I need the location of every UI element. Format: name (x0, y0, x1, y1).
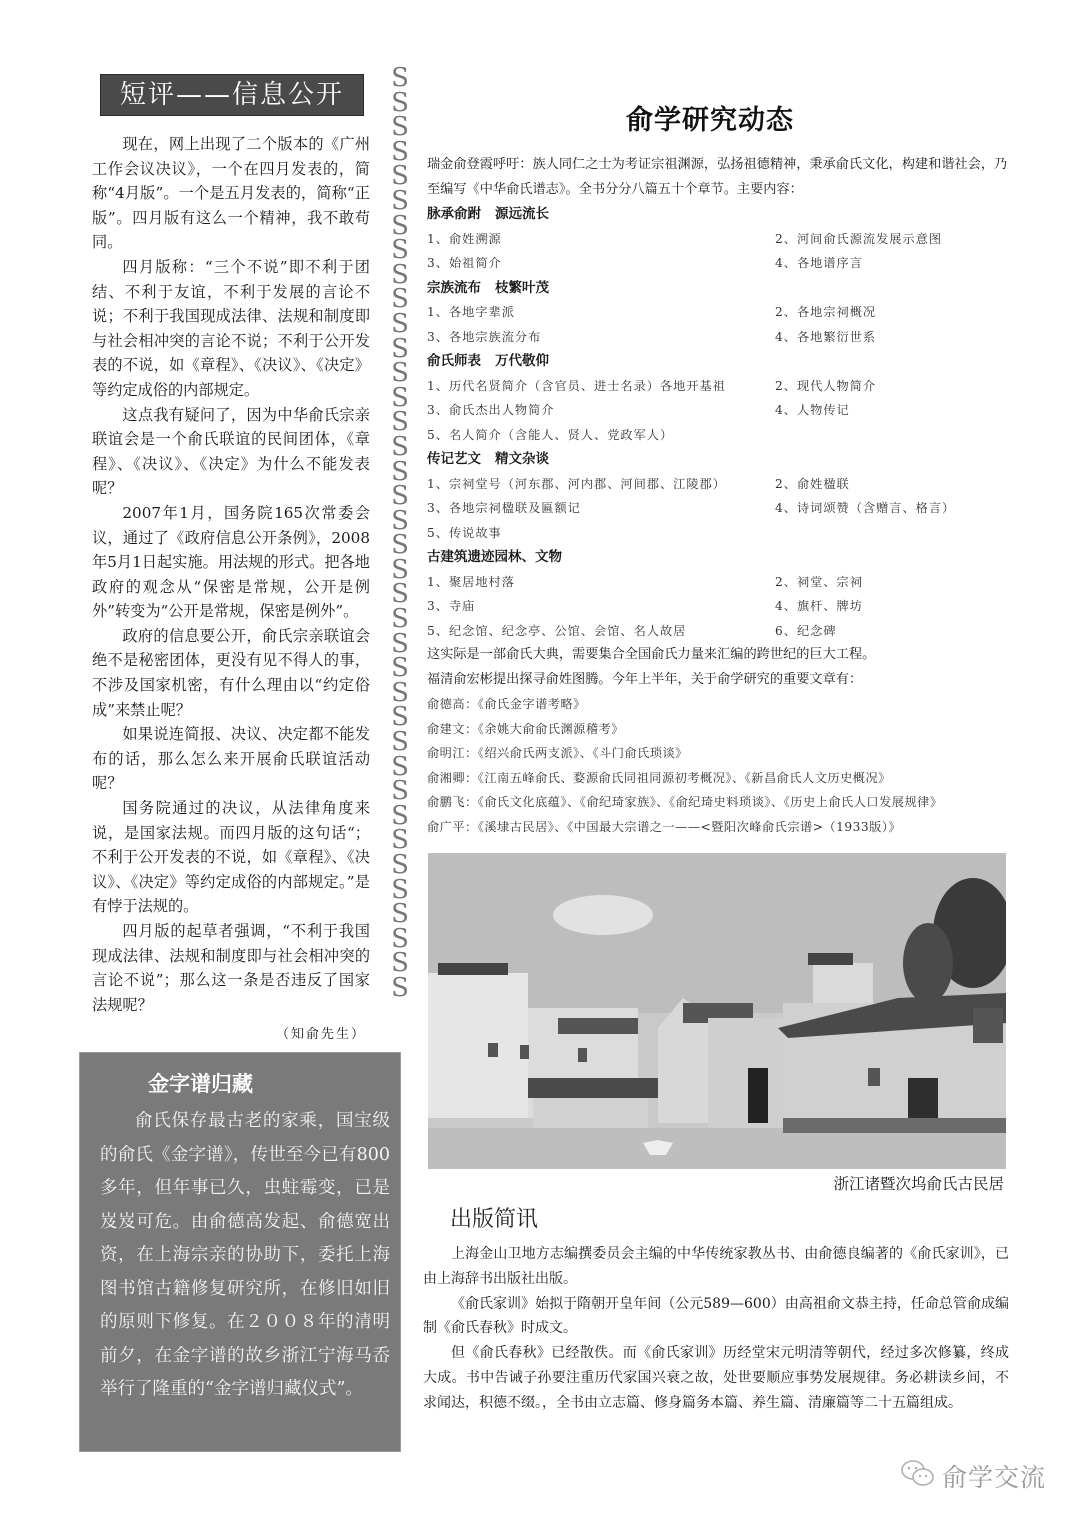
article-entry: 俞湘卿：《江南五峰俞氏、婺源俞氏同祖同源初考概况》、《新昌俞氏人文历史概况》 (427, 770, 891, 785)
s-glyph: S (391, 407, 409, 438)
contents-row (427, 619, 1017, 644)
s-glyph: S (391, 259, 409, 290)
s-glyph: S (391, 800, 409, 831)
contents-row (427, 594, 1017, 619)
watermark-text: 俞学交流 (942, 1463, 1047, 1492)
article-paragraph: 现在，网上出现了二个版本的《广州工作会议决议》，一个在四月发表的，简称“4月版”。一个是五月发表的，简称“正版”。四月版有这么一个精神，我不敢苟同。 (92, 135, 370, 252)
publication-paragraph: 但《俞氏春秋》已经散佚。而《俞氏家训》历经堂宋元明清等朝代，经过多次修纂，终成大成。书中告诫子孙要注重历代家国兴衰之故，处世要顺应事势发展规律。务必耕读乡间，不求闻达，积德不缀。，全书由立志篇、修身篇务本篇、养生篇、清廉篇等二十五篇组成。 (423, 1345, 1009, 1411)
contents-item (775, 423, 1017, 448)
s-glyph: S (391, 972, 409, 1003)
contents-item: 4、各地繁衍世系 (775, 329, 877, 344)
contents-item: 1、历代名贤简介（含官员、进士名录）各地开基祖 (427, 378, 726, 393)
s-glyph: S (391, 284, 409, 315)
s-glyph: S (391, 112, 409, 143)
wechat-watermark (900, 1458, 1046, 1494)
s-glyph: S (391, 358, 409, 389)
s-glyph: S (391, 136, 409, 167)
editorial-banner: 短评——信息公开 (100, 74, 364, 116)
s-glyph: S (391, 554, 409, 585)
contents-item: 4、各地谱序言 (775, 256, 863, 270)
s-glyph: S (391, 161, 409, 192)
s-glyph: S (391, 677, 409, 708)
contents-item: 5、传说故事 (427, 525, 502, 540)
research-news-title: 俞学研究动态 (626, 105, 794, 136)
decorative-s-divider (390, 63, 410, 1003)
s-glyph: S (391, 850, 409, 880)
s-glyph: S (391, 530, 409, 561)
article-paragraph: 这点我有疑问了，因为中华俞氏宗亲联谊会是一个俞氏联谊的民间团体，《章程》、《决议》、《决定》为什么不能发表呢？ (92, 405, 370, 498)
article-paragraph: 国务院通过的决议，从法律角度来说，是国家法规。而四月版的这句话“；不利于公开发表的不说，如《章程》、《决议》、《决定》等约定成俗的内部规定。”是有悖于法规的。 (92, 799, 370, 916)
section-heading (427, 545, 1017, 570)
section-heading (427, 349, 1017, 374)
section-heading-part: 宗族流布 (427, 279, 481, 296)
golden-genealogy-box (79, 1052, 401, 1452)
article-entry: 俞明江：《绍兴俞氏两支派》、《斗门俞氏琐谈》 (427, 746, 688, 760)
contents-row (427, 300, 1017, 325)
contents-row (427, 251, 1017, 276)
contents-item: 1、俞姓溯源 (427, 231, 502, 246)
s-glyph: S (391, 899, 409, 930)
s-glyph: S (391, 653, 409, 684)
article-entry: 俞建文：《余姚大俞俞氏渊源稽考》 (427, 721, 624, 736)
section-heading-part: 脉承俞跗 (427, 206, 481, 222)
s-glyph: S (391, 579, 409, 610)
contents-item: 6、纪念碑 (775, 623, 837, 638)
s-glyph: S (391, 628, 409, 659)
s-glyph: S (391, 63, 409, 93)
editorial-article (92, 132, 370, 1048)
contents-item: 2、各地宗祠概况 (775, 305, 877, 319)
contents-item: 1、聚居地村落 (427, 574, 515, 589)
s-glyph: S (391, 751, 409, 782)
intro-paragraph: 瑞金俞登霞呼吁：族人同仁之士为考证宗祖渊源，弘扬祖德精神，秉承俞氏文化，构建和谐社会，乃至编写《中华俞氏谱志》。全书分分八篇五十个章节。主要内容： (427, 157, 1008, 197)
s-glyph: S (391, 481, 409, 512)
photo-caption: 浙江诸暨次坞俞氏古民居 (833, 1175, 1004, 1193)
s-glyph: S (391, 776, 409, 807)
section-heading (427, 276, 1017, 301)
contents-item: 2、祠堂、宗祠 (775, 574, 863, 589)
box-title: 金字谱归藏 (148, 1071, 253, 1096)
contents-row (427, 325, 1017, 350)
contents-item: 5、名人简介（含能人、贤人、党政军人） (427, 427, 674, 442)
s-glyph: S (391, 87, 409, 118)
s-glyph: S (391, 727, 409, 758)
publication-news-title: 出版简讯 (450, 1207, 539, 1232)
section-heading-part: 俞氏师表 (427, 353, 481, 369)
section-heading-part: 万代敬仰 (495, 353, 549, 369)
s-glyph: S (391, 431, 409, 462)
contents-row (427, 496, 1017, 521)
section-heading (427, 202, 1017, 227)
contents-item: 3、始祖简介 (427, 256, 502, 270)
contents-row (427, 521, 1017, 546)
box-text: 俞氏保存最古老的家乘，国宝级的俞氏《金字谱》，传世至今已有800多年，但年事已久，虫蛀霉变，已是岌岌可危。由俞德高发起、俞德宽出资，在上海宗亲的协助下，委托上海图书馆古籍修复研究所，在修旧如旧的原则下修复。在２００８年的清明前夕，在金字谱的故乡浙江宁海马岙举行了隆重的“金字谱归藏仪式”。 (100, 1111, 390, 1399)
article-paragraph: 四月版称：“三个不说”即不利于团结、不利于友谊，不利于发展的言论不说；不利于我国现成法律、法规和制度即与社会相冲突的言论不说；不利于公开发表的不说，如《章程》、《决议》、《决定》等约定成俗的内部规定。 (92, 257, 370, 399)
contents-item: 2、河间俞氏源流发展示意图 (775, 231, 943, 246)
section-heading-part: 古建筑遗迹园林、文物 (427, 549, 562, 565)
contents-item: 3、寺庙 (427, 599, 476, 613)
contents-item: 2、现代人物简介 (775, 378, 877, 393)
article-list (427, 692, 1017, 839)
section-heading-part: 源远流长 (495, 206, 549, 222)
summary-text: 这实际是一部俞氏大典，需要集合全国俞氏力量来汇编的跨世纪的巨大工程。 (427, 647, 876, 662)
articles-intro: 福清俞宏彬提出探寻俞姓图腾。今年上半年，关于俞学研究的重要文章有： (427, 671, 863, 687)
contents-item: 1、各地字辈派 (427, 305, 515, 319)
s-glyph: S (391, 505, 409, 536)
section-heading (427, 447, 1017, 472)
contents-item: 3、各地宗祠楹联及匾额记 (427, 501, 581, 515)
contents-sections (427, 202, 1017, 643)
article-entry: 俞广平：《溪埭古民居》、《中国最大宗谱之一——<暨阳次峰俞氏宗谱>（1933版）》 (427, 819, 902, 834)
contents-item: 1、宗祠堂号（河东郡、河内郡、河间郡、江陵郡） (427, 476, 726, 491)
s-glyph: S (391, 333, 409, 364)
publication-paragraph: 上海金山卫地方志编撰委员会主编的中华传统家教丛书、由俞德良编著的《俞氏家训》，已由上海辞书出版社出版。 (423, 1246, 1009, 1287)
author-signature: （知俞先生） (275, 1027, 366, 1043)
village-photo-image (428, 853, 1006, 1169)
contents-item: 4、人物传记 (775, 403, 850, 417)
contents-row (427, 472, 1017, 497)
contents-item: 2、俞姓楹联 (775, 476, 850, 491)
contents-item (775, 521, 1017, 546)
s-glyph: S (391, 382, 409, 413)
s-glyph: S (391, 185, 409, 216)
contents-item: 4、诗词颂赞（含赠言、格言） (775, 501, 956, 515)
article-paragraph: 如果说连简报、决议、决定都不能发布的话，那么怎么来开展俞氏联谊活动呢？ (92, 725, 370, 793)
article-paragraph: 四月版的起草者强调，“不利于我国现成法律、法规和制度即与社会相冲突的言论不说”；那么这一条是否违反了国家法规呢？ (92, 922, 370, 1014)
contents-row (427, 227, 1017, 252)
contents-row (427, 398, 1017, 423)
s-glyph: S (391, 874, 409, 905)
s-glyph: S (391, 702, 409, 733)
section-heading-part: 精文杂谈 (495, 451, 549, 467)
research-news-body (427, 153, 1017, 839)
section-heading-part: 枝繁叶茂 (495, 279, 549, 296)
article-paragraph: 2007年1月，国务院165次常委会议，通过了《政府信息公开条例》，2008年5月1日起实施。用法规的形式。把各地政府的观念从“保密是常规，公开是例外”转变为“公开是常规，保密是例外”。 (92, 503, 370, 621)
s-glyph: S (391, 235, 409, 266)
article-entry: 俞德高：《俞氏金字谱考略》 (427, 697, 586, 711)
s-glyph: S (391, 210, 409, 241)
contents-item: 4、旗杆、牌坊 (775, 599, 863, 613)
village-photo (428, 853, 1006, 1169)
s-glyph: S (391, 604, 409, 635)
wechat-icon (900, 1459, 936, 1493)
contents-item: 3、俞氏杰出人物简介 (427, 403, 555, 417)
contents-item: 3、各地宗族流分布 (427, 329, 542, 344)
contents-row (427, 374, 1017, 399)
publication-paragraph: 《俞氏家训》始拟于隋朝开皇年间（公元589—600）由高祖俞文恭主持，任命总管俞成编制《俞氏春秋》时成文。 (423, 1295, 1009, 1337)
section-heading-part: 传记艺文 (427, 451, 481, 467)
s-glyph: S (391, 948, 409, 979)
s-glyph: S (391, 825, 409, 856)
contents-row (427, 423, 1017, 448)
contents-row (427, 570, 1017, 595)
article-paragraph: 政府的信息要公开，俞氏宗亲联谊会绝不是秘密团体，更没有见不得人的事，不涉及国家机密，有什么理由以“约定俗成”来禁止呢？ (92, 626, 370, 719)
s-glyph: S (391, 308, 409, 339)
article-entry: 俞鹏飞：《俞氏文化底蕴》、《俞纪琦家族》、《俞纪琦史料琐谈》、《历史上俞氏人口发展规律》 (427, 795, 943, 809)
s-glyph: S (391, 456, 409, 487)
s-glyph: S (391, 923, 409, 954)
contents-item: 5、纪念馆、纪念亭、公馆、会馆、名人故居 (427, 623, 687, 638)
publication-news-body (423, 1242, 1009, 1416)
